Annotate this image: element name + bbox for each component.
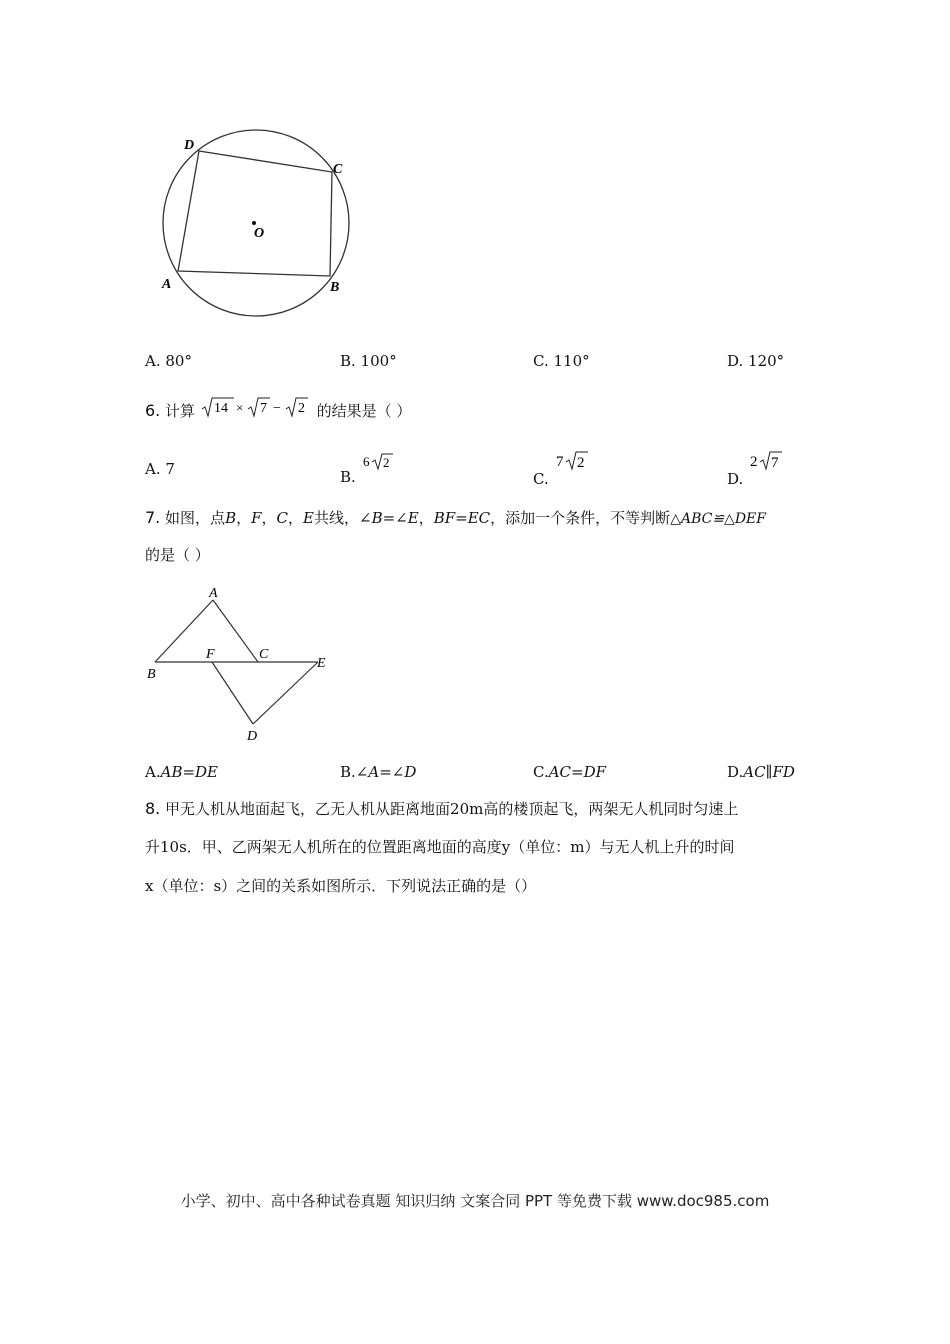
q7-figure	[140, 580, 340, 745]
q6-option-c-value	[554, 450, 590, 474]
q7-triangles: △ABC≌△DEF	[670, 511, 766, 527]
q7-text: 共线，∠	[314, 509, 372, 527]
q6-prefix: 计算	[165, 402, 196, 420]
label-o: O	[254, 226, 265, 241]
q7-var: E	[407, 509, 419, 527]
q7-option-a-text: AB=DE	[160, 763, 219, 781]
q6-stem	[145, 396, 411, 421]
q8-stem-line2: 升10s．甲、乙两架无人机所在的位置距离地面的高度y（单位：m）与无人机上升的时间	[145, 838, 735, 856]
label-d: D	[184, 138, 195, 153]
q7-option-a	[145, 763, 218, 781]
q7-option-c-label: C.	[533, 763, 549, 781]
q7-option-c	[533, 763, 606, 781]
q7-var: E	[303, 509, 314, 527]
q6-option-d	[727, 450, 784, 488]
q6-option-d-label: D.	[727, 470, 744, 488]
q6-option-c-radicand: 2	[576, 455, 584, 471]
q6-option-b-value	[361, 452, 395, 474]
q6-option-b	[340, 452, 395, 486]
q7-var: F	[251, 509, 262, 527]
q7-var: EC	[467, 509, 491, 527]
q6-suffix: 的结果是（ ）	[316, 402, 412, 420]
q6-option-b-radicand: 2	[382, 455, 390, 470]
q6-option-b-label: B.	[340, 468, 356, 486]
q6-option-d-value	[748, 450, 784, 474]
q7-stem-line2: 的是（ ）	[145, 546, 210, 564]
q6-option-a: A. 7	[145, 460, 175, 478]
q7-text: ，	[288, 509, 304, 527]
label-b: B	[147, 667, 156, 682]
q5-figure	[150, 125, 360, 325]
q6-option-b-coef: 6	[362, 454, 370, 469]
q7-text: 如图，点	[165, 509, 226, 527]
q6-option-c-label: C.	[533, 470, 549, 488]
segment-fd	[212, 662, 253, 724]
q7-text: ，添加一个条件，不等判断	[490, 509, 671, 527]
label-a: A	[162, 277, 172, 292]
label-a: A	[209, 586, 218, 601]
q8-stem-line3: x（单位：s）之间的关系如图所示．下列说法正确的是（）	[145, 877, 537, 895]
q6-radicand-2: 2	[297, 401, 305, 416]
quadrilateral-abcd	[178, 151, 332, 276]
q7-option-d-label: D.	[727, 763, 744, 781]
segment-ba	[155, 600, 213, 662]
q6-number: 6.	[145, 401, 161, 420]
q7-option-b-label: B.	[340, 763, 356, 781]
q6-radicand-7: 7	[259, 401, 267, 416]
q7-text: =∠	[382, 509, 408, 527]
q6-option-c	[533, 450, 590, 488]
label-d: D	[247, 729, 258, 744]
q7-option-c-text: AC=DF	[548, 763, 607, 781]
q7-number: 7.	[145, 508, 161, 527]
center-point	[252, 221, 256, 225]
page-footer: 小学、初中、高中各种试卷真题 知识归纳 文案合同 PPT 等免费下载 www.doc985.com	[180, 1192, 770, 1210]
q6-option-d-coef: 2	[750, 454, 758, 470]
label-b: B	[330, 280, 340, 295]
q7-option-a-label: A.	[145, 763, 161, 781]
q7-option-d	[727, 763, 795, 781]
q7-text: ，	[236, 509, 252, 527]
q6-times: ×	[235, 400, 244, 415]
label-c: C	[259, 647, 269, 662]
q7-option-b	[340, 763, 416, 781]
q7-var: B	[225, 509, 237, 527]
q7-var: B	[371, 509, 383, 527]
label-e: E	[317, 656, 326, 671]
q7-text: ，	[261, 509, 277, 527]
q5-option-d: D. 120°	[727, 352, 785, 370]
q8-stem-line1	[145, 798, 738, 819]
q6-option-c-coef: 7	[555, 454, 563, 470]
q7-stem-line1	[145, 507, 766, 528]
segment-de	[253, 662, 318, 724]
q6-expression	[200, 396, 312, 420]
q8-number: 8.	[145, 799, 161, 818]
q6-radicand-14: 14	[213, 401, 228, 416]
q6-option-d-radicand: 7	[771, 455, 779, 471]
segment-ac	[213, 600, 258, 662]
q8-line1-text: 甲无人机从地面起飞，乙无人机从距离地面20m高的楼顶起飞，两架无人机同时匀速上	[165, 800, 739, 818]
q6-minus: −	[272, 401, 281, 416]
q7-text: =	[455, 509, 468, 527]
q7-option-b-text: ∠A=∠D	[355, 763, 417, 781]
label-f: F	[206, 647, 215, 662]
q7-var: C	[276, 509, 289, 527]
q5-option-b: B. 100°	[340, 352, 397, 370]
q7-option-d-text: AC∥FD	[743, 763, 795, 781]
q5-option-c: C. 110°	[533, 352, 590, 370]
label-c: C	[333, 162, 343, 177]
q7-var: BF	[433, 509, 456, 527]
q7-text: ，	[418, 509, 434, 527]
q5-option-a: A. 80°	[145, 352, 192, 370]
